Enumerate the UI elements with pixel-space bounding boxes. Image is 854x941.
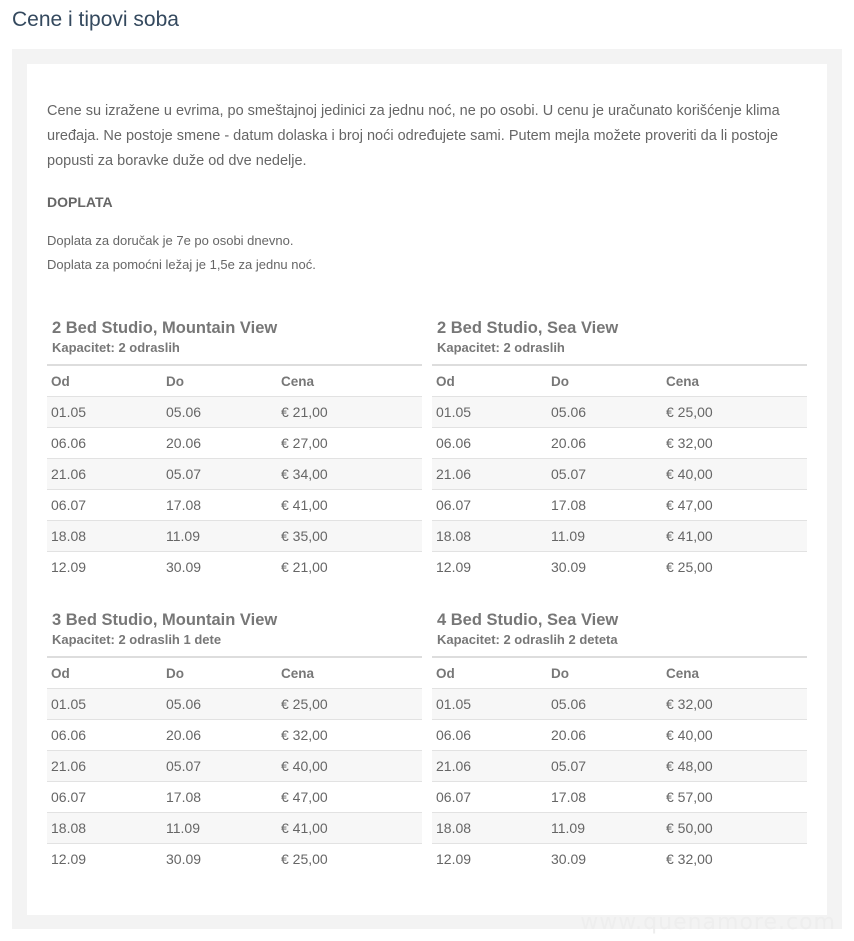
date-from-cell: 06.07 <box>47 490 162 521</box>
date-to-cell: 05.06 <box>547 397 662 428</box>
room-card-4-bed-sea-view <box>432 609 807 874</box>
table-header-row <box>47 657 422 689</box>
date-to-cell: 11.09 <box>547 813 662 844</box>
date-from-cell: 06.06 <box>47 428 162 459</box>
date-to-cell: 11.09 <box>547 521 662 552</box>
table-header-row <box>432 365 807 397</box>
date-to-cell: 05.07 <box>162 459 277 490</box>
table-row <box>47 751 422 782</box>
date-to-cell: 30.09 <box>162 844 277 875</box>
table-header-row <box>432 657 807 689</box>
watermark: www.quenamore.com <box>580 910 836 935</box>
price-cell: € 40,00 <box>662 720 807 751</box>
price-cell: € 32,00 <box>662 428 807 459</box>
date-to-cell: 05.07 <box>547 459 662 490</box>
content-card <box>27 64 827 915</box>
column-header-to: Do <box>547 657 662 689</box>
date-to-cell: 20.06 <box>162 428 277 459</box>
table-row <box>432 844 807 875</box>
date-from-cell: 21.06 <box>47 459 162 490</box>
price-cell: € 35,00 <box>277 521 422 552</box>
date-from-cell: 06.06 <box>432 720 547 751</box>
date-to-cell: 05.06 <box>547 689 662 720</box>
table-header-row <box>47 365 422 397</box>
date-to-cell: 11.09 <box>162 813 277 844</box>
price-cell: € 50,00 <box>662 813 807 844</box>
room-capacity: Kapacitet: 2 odraslih <box>437 340 565 355</box>
price-cell: € 47,00 <box>662 490 807 521</box>
table-row <box>432 459 807 490</box>
date-from-cell: 01.05 <box>432 397 547 428</box>
price-cell: € 32,00 <box>277 720 422 751</box>
date-from-cell: 18.08 <box>432 813 547 844</box>
date-from-cell: 12.09 <box>47 552 162 583</box>
column-header-to: Do <box>162 365 277 397</box>
date-from-cell: 18.08 <box>47 521 162 552</box>
column-header-from: Od <box>47 365 162 397</box>
room-capacity: Kapacitet: 2 odraslih 1 dete <box>52 632 222 647</box>
table-row <box>432 720 807 751</box>
table-row <box>47 459 422 490</box>
date-to-cell: 11.09 <box>162 521 277 552</box>
table-row <box>432 428 807 459</box>
price-table <box>47 364 422 582</box>
price-table <box>432 656 807 874</box>
surcharge-extra-bed: Doplata za pomoćni ležaj je 1,5e za jednu noć. <box>47 257 316 272</box>
table-row <box>432 490 807 521</box>
column-header-to: Do <box>162 657 277 689</box>
price-table <box>47 656 422 874</box>
table-row <box>432 552 807 583</box>
price-cell: € 25,00 <box>277 844 422 875</box>
price-cell: € 21,00 <box>277 552 422 583</box>
table-row <box>47 782 422 813</box>
date-to-cell: 30.09 <box>547 552 662 583</box>
table-row <box>432 782 807 813</box>
date-to-cell: 20.06 <box>547 428 662 459</box>
column-header-from: Od <box>47 657 162 689</box>
date-to-cell: 20.06 <box>162 720 277 751</box>
room-title: 3 Bed Studio, Mountain View <box>52 611 278 629</box>
table-row <box>47 490 422 521</box>
table-row <box>47 813 422 844</box>
price-cell: € 25,00 <box>277 689 422 720</box>
price-cell: € 41,00 <box>662 521 807 552</box>
date-to-cell: 05.06 <box>162 689 277 720</box>
date-to-cell: 17.08 <box>162 782 277 813</box>
table-row <box>432 689 807 720</box>
room-card-2-bed-sea-view <box>432 317 807 582</box>
price-cell: € 41,00 <box>277 490 422 521</box>
price-cell: € 32,00 <box>662 844 807 875</box>
table-row <box>47 720 422 751</box>
date-from-cell: 01.05 <box>47 689 162 720</box>
price-cell: € 47,00 <box>277 782 422 813</box>
room-title: 4 Bed Studio, Sea View <box>437 611 619 629</box>
room-title: 2 Bed Studio, Mountain View <box>52 319 278 337</box>
column-header-price: Cena <box>277 657 422 689</box>
column-header-from: Od <box>432 657 547 689</box>
table-row <box>47 428 422 459</box>
table-row <box>47 552 422 583</box>
date-from-cell: 12.09 <box>432 844 547 875</box>
column-header-price: Cena <box>277 365 422 397</box>
date-from-cell: 06.07 <box>432 490 547 521</box>
date-from-cell: 18.08 <box>47 813 162 844</box>
surcharge-heading: DOPLATA <box>47 194 113 210</box>
price-cell: € 34,00 <box>277 459 422 490</box>
room-card-3-bed-mountain-view <box>47 609 422 874</box>
date-to-cell: 30.09 <box>547 844 662 875</box>
price-table <box>432 364 807 582</box>
date-to-cell: 17.08 <box>547 782 662 813</box>
page-title: Cene i tipovi soba <box>12 8 179 31</box>
column-header-to: Do <box>547 365 662 397</box>
table-row <box>432 521 807 552</box>
table-row <box>432 751 807 782</box>
table-row <box>432 813 807 844</box>
content-frame <box>12 49 842 929</box>
price-cell: € 40,00 <box>277 751 422 782</box>
price-cell: € 25,00 <box>662 397 807 428</box>
column-header-from: Od <box>432 365 547 397</box>
room-capacity: Kapacitet: 2 odraslih 2 deteta <box>437 632 618 647</box>
date-to-cell: 05.07 <box>162 751 277 782</box>
room-title: 2 Bed Studio, Sea View <box>437 319 619 337</box>
table-row <box>47 689 422 720</box>
date-to-cell: 30.09 <box>162 552 277 583</box>
date-from-cell: 12.09 <box>47 844 162 875</box>
date-from-cell: 06.06 <box>47 720 162 751</box>
date-to-cell: 05.07 <box>547 751 662 782</box>
price-cell: € 40,00 <box>662 459 807 490</box>
table-row <box>47 521 422 552</box>
date-from-cell: 01.05 <box>432 689 547 720</box>
table-row <box>432 397 807 428</box>
date-from-cell: 12.09 <box>432 552 547 583</box>
price-cell: € 57,00 <box>662 782 807 813</box>
price-cell: € 27,00 <box>277 428 422 459</box>
surcharge-breakfast: Doplata za doručak je 7e po osobi dnevno. <box>47 233 294 248</box>
table-row <box>47 844 422 875</box>
date-from-cell: 06.07 <box>432 782 547 813</box>
price-cell: € 32,00 <box>662 689 807 720</box>
table-row <box>47 397 422 428</box>
price-cell: € 21,00 <box>277 397 422 428</box>
date-from-cell: 21.06 <box>432 751 547 782</box>
date-to-cell: 17.08 <box>547 490 662 521</box>
date-from-cell: 21.06 <box>432 459 547 490</box>
price-cell: € 48,00 <box>662 751 807 782</box>
date-to-cell: 17.08 <box>162 490 277 521</box>
column-header-price: Cena <box>662 657 807 689</box>
date-to-cell: 05.06 <box>162 397 277 428</box>
column-header-price: Cena <box>662 365 807 397</box>
price-cell: € 41,00 <box>277 813 422 844</box>
pricing-intro-text: Cene su izražene u evrima, po smeštajnoj jedinici za jednu noć, ne po osobi. U cenu je uračunato korišćenje klima uređaja. Ne postoje smene - datum dolaska i broj noći određujete sami. Putem mejla možete proveriti da li postoje popusti za boravke duže od dve nedelje. <box>47 103 780 169</box>
date-from-cell: 18.08 <box>432 521 547 552</box>
date-from-cell: 21.06 <box>47 751 162 782</box>
date-from-cell: 06.07 <box>47 782 162 813</box>
date-from-cell: 06.06 <box>432 428 547 459</box>
price-cell: € 25,00 <box>662 552 807 583</box>
room-card-2-bed-mountain-view <box>47 317 422 582</box>
room-capacity: Kapacitet: 2 odraslih <box>52 340 180 355</box>
date-to-cell: 20.06 <box>547 720 662 751</box>
date-from-cell: 01.05 <box>47 397 162 428</box>
